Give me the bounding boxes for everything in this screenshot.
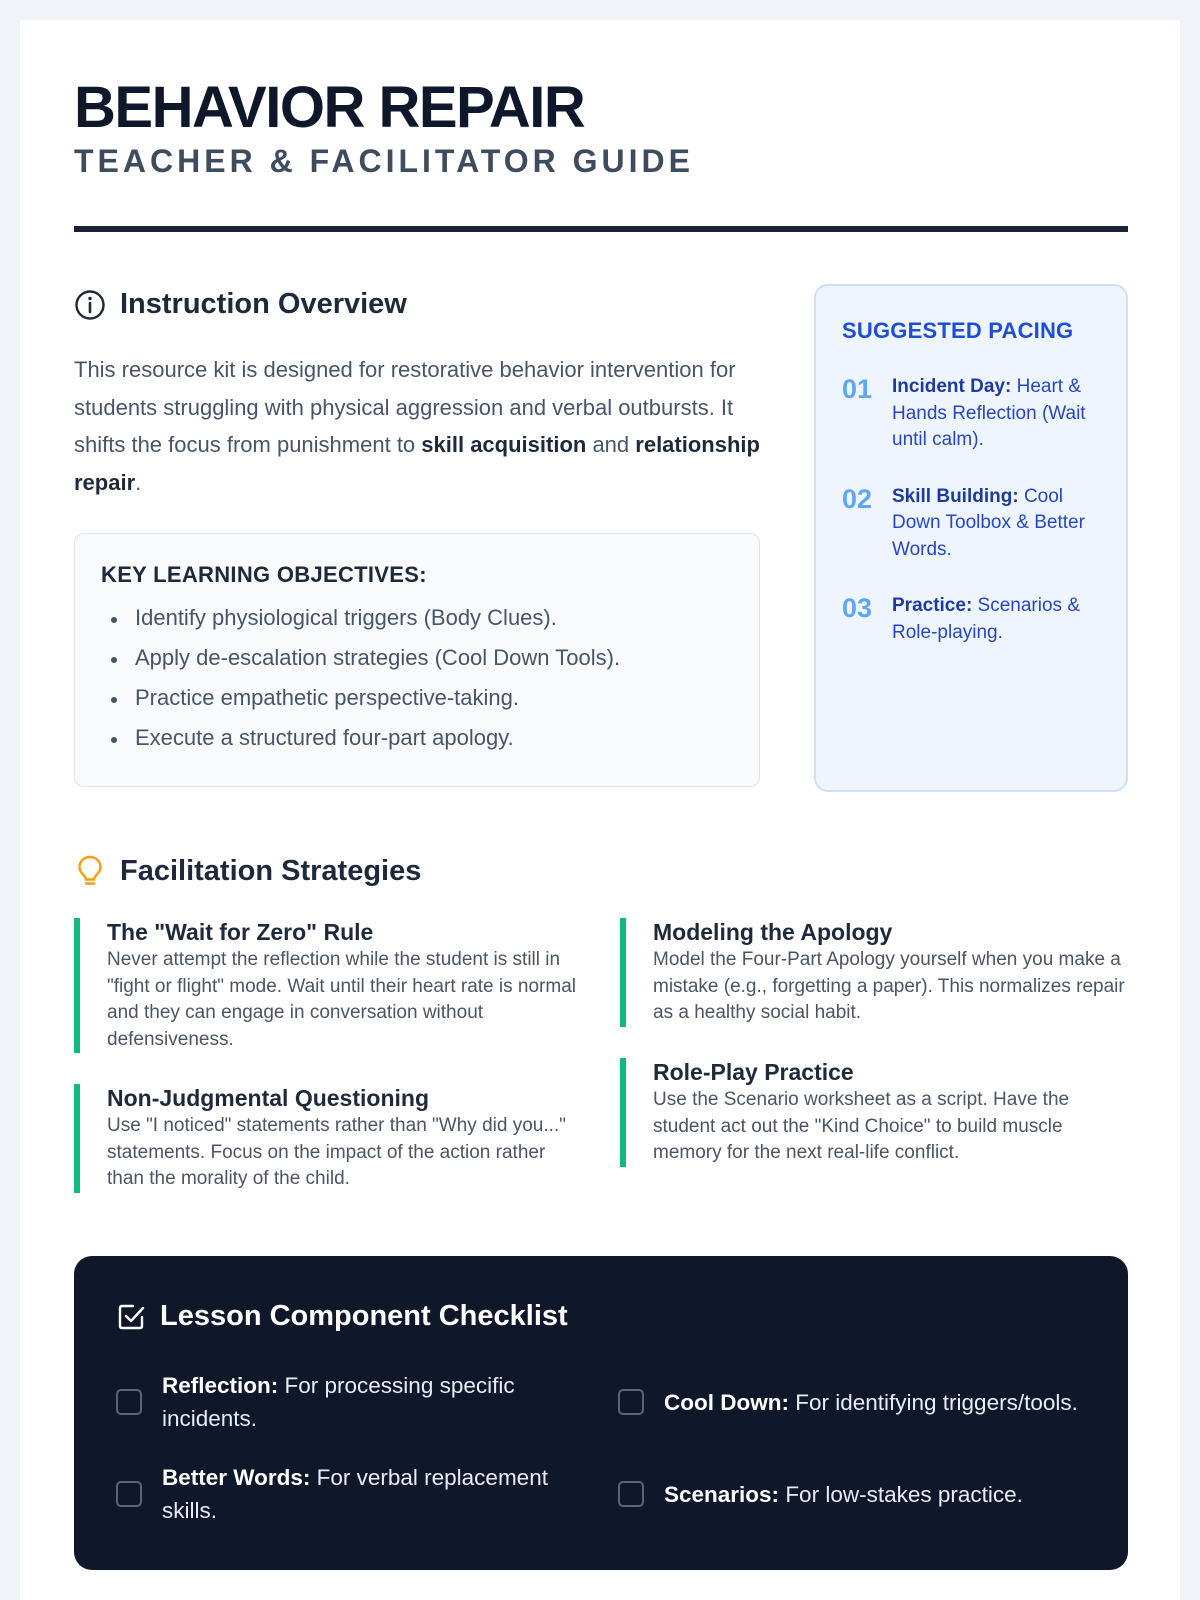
strategy-card [620, 918, 1128, 1027]
guide-page [20, 20, 1180, 1600]
strategy-title: Non-Judgmental Questioning [107, 1085, 429, 1111]
overview-heading: Instruction Overview [120, 288, 407, 320]
overview-paragraph: This resource kit is designed for restorative behavior intervention for students struggling with physical aggression and verbal outbursts. It shifts the focus from punishment to skill acquisition and relationship repair. [74, 357, 760, 495]
checklist-item-cool-down[interactable] [618, 1369, 1098, 1435]
pacing-number: 02 [842, 483, 873, 514]
pacing-text: Practice: Scenarios & Role-playing. [892, 595, 1081, 643]
pacing-item [842, 484, 1100, 564]
checklist-item-reflection[interactable] [116, 1369, 566, 1435]
objectives-title: KEY LEARNING OBJECTIVES: [101, 562, 427, 587]
overview-bold-repair: relationship repair [74, 432, 760, 495]
pacing-item [842, 374, 1100, 454]
strategy-title: Modeling the Apology [653, 919, 893, 945]
list-item: Practice empathetic perspective-taking. [101, 686, 733, 710]
page-header [74, 76, 1128, 180]
checkbox[interactable] [116, 1481, 142, 1507]
checklist-label: Reflection: For processing specific incidents. [162, 1373, 515, 1431]
strategy-body: Never attempt the reflection while the student is still in "fight or flight" mode. Wait until their heart rate is normal and they can engage in conversation without defensiveness. [107, 949, 576, 1050]
strategy-title: Role-Play Practice [653, 1059, 854, 1085]
header-divider [74, 226, 1128, 232]
lightbulb-icon [74, 854, 106, 888]
checklist-heading-row [116, 1300, 1086, 1333]
page-title: BEHAVIOR REPAIR [74, 75, 585, 140]
strategy-title: The "Wait for Zero" Rule [107, 919, 374, 945]
strategies-section [74, 854, 1128, 1208]
checkbox-icon [116, 1302, 146, 1332]
pacing-number: 03 [842, 593, 873, 623]
checklist-label: Cool Down: For identifying triggers/tools. [664, 1389, 1078, 1415]
list-item: Execute a structured four-part apology. [101, 726, 733, 750]
pacing-text: Incident Day: Heart & Hands Reflection (Wait until calm). [892, 376, 1086, 450]
info-icon [74, 289, 106, 321]
list-item: Identify physiological triggers (Body Clues). [101, 606, 733, 630]
strategies-grid [74, 918, 1128, 1208]
strategies-heading-row [74, 854, 1128, 888]
checklist-heading: Lesson Component Checklist [160, 1300, 568, 1332]
overview-heading-row [74, 288, 760, 321]
checkbox[interactable] [618, 1481, 644, 1507]
pacing-panel [814, 284, 1128, 792]
strategy-body: Use "I noticed" statements rather than "Why did you..." statements. Focus on the impact of the action rather than the morality of the child. [107, 1115, 566, 1189]
pacing-number: 01 [842, 374, 873, 404]
overview-bold-skill: skill acquisition [421, 432, 587, 457]
strategy-card [74, 918, 584, 1053]
checklist-item-scenarios[interactable] [618, 1461, 1098, 1527]
checklist-label: Scenarios: For low-stakes practice. [664, 1481, 1023, 1507]
checkbox[interactable] [116, 1389, 142, 1415]
pacing-text: Skill Building: Cool Down Toolbox & Better Words. [892, 485, 1085, 560]
strategy-card [74, 1084, 584, 1193]
checklist-label: Better Words: For verbal replacement skills. [162, 1465, 548, 1523]
strategy-body: Model the Four-Part Apology yourself when you make a mistake (e.g., forgetting a paper). This normalizes repair as a healthy social habit. [653, 949, 1125, 1023]
pacing-title: SUGGESTED PACING [842, 318, 1074, 343]
strategy-card [620, 1058, 1128, 1167]
overview-section [74, 288, 760, 787]
objectives-box [74, 533, 760, 787]
checklist-item-better-words[interactable] [116, 1461, 566, 1527]
pacing-item [842, 593, 1100, 646]
strategy-body: Use the Scenario worksheet as a script. Have the student act out the "Kind Choice" to build muscle memory for the next real-life conflict. [653, 1089, 1070, 1163]
page-subtitle: TEACHER & FACILITATOR GUIDE [74, 143, 694, 179]
strategies-heading: Facilitation Strategies [120, 854, 422, 887]
checkbox[interactable] [618, 1389, 644, 1415]
list-item: Apply de-escalation strategies (Cool Down Tools). [101, 646, 733, 670]
objectives-list [101, 606, 733, 750]
checklist-panel [74, 1256, 1128, 1570]
